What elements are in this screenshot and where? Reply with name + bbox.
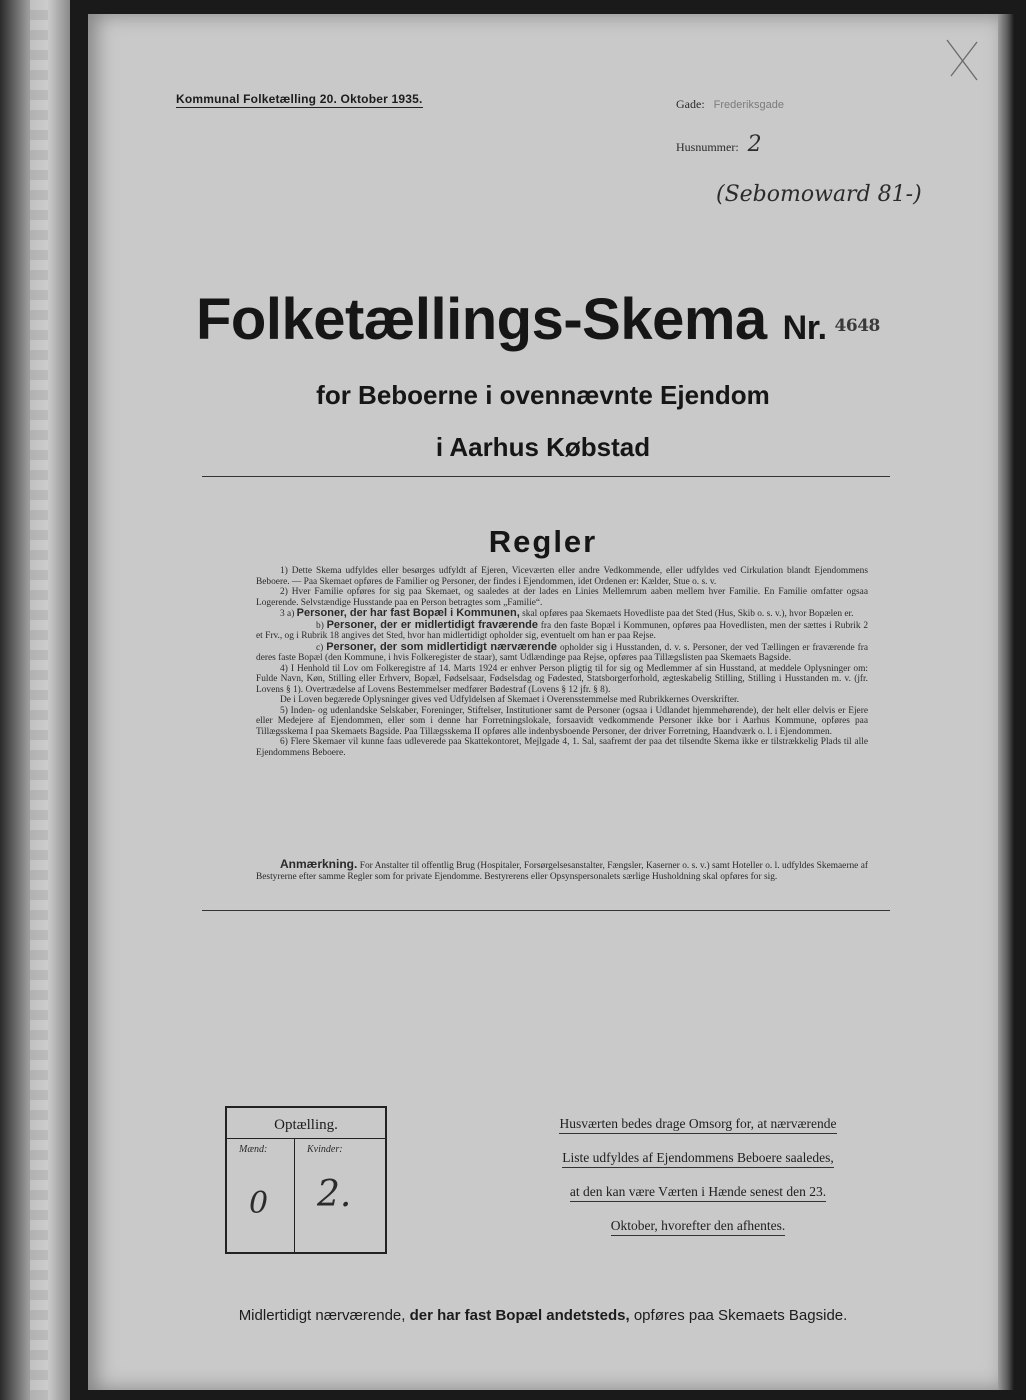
footer-note — [88, 1307, 998, 1324]
husnummer-field — [676, 132, 762, 157]
census-title: Kommunal Folketælling 20. Oktober 1935. — [176, 92, 423, 106]
rule-2: 2) Hver Familie opføres for sig paa Skemaet, og saaledes at der lades en Linies Mellemrum aaben mellem hver Familie. En Familie omfatter ogsaa Logerende. Selvstændige Husstande paa en Person betragtes som „Familie“. — [256, 587, 868, 608]
kvinder-label: Kvinder: — [307, 1144, 343, 1155]
footer-part-3: opføres paa Skemaets Bagside. — [633, 1307, 848, 1324]
notice-line-1: Husværten bedes drage Omsorg for, at nærværende — [528, 1110, 868, 1144]
rules-text — [256, 566, 868, 758]
divider-top — [202, 476, 890, 477]
anmaerkning-label: Anmærkning. — [280, 857, 358, 871]
anmaerkning-text: For Anstalter til offentlig Brug (Hospitaler, Forsørgelsesanstalter, Fængsler, Kaserner o. s. v.) samt Hoteller o. l. udfyldes Skemaerne af Bestyrerne efter samme Regler som for private Ejendomme. Bestyrerens eller Opsynspersonalets særlige Husholdning skal opføres for sig. — [256, 861, 869, 882]
rule-4: 4) I Henhold til Lov om Folkeregistre af 14. Marts 1924 er enhver Person pligtig til for sig og Medlemmer af sin Husstand, at meddele Oplysninger om: Fulde Navn, Køn, Stilling eller Erhverv, Bopæl, Fødselsaar, Fødselsdag og Fødested, Statsborgerforhold, ægteskabelig Stilling, Stilling i Husstanden m. v. (jfr. Lovens § 1). Overtrædelse af Lovens Bestemmelser medfører Bødestraf (Lovens § 12 jfr. § 8). — [256, 663, 868, 695]
kvinder-value: 2. — [317, 1174, 352, 1215]
pencil-cross-mark — [943, 36, 983, 86]
notice-line-3: at den kan være Værten i Hænde senest den 23. — [528, 1178, 868, 1212]
optaelling-divider — [294, 1138, 295, 1252]
maend-label: Mænd: — [239, 1144, 268, 1155]
rule-4b: De i Loven begærede Oplysninger gives ved Udfyldelsen af Skemaet i Overensstemmelse med Rubrikkernes Overskrifter. — [280, 695, 739, 705]
page-edge — [998, 14, 1014, 1390]
rule-3a: 3 a) Personer, der har fast Bopæl i Kommunen, skal opføres paa Skemaets Hovedliste paa det Sted (Hus, Skib o. s. v.), hvor Bopælen er. — [280, 607, 854, 619]
census-form-page — [88, 14, 998, 1390]
optaelling-rule — [227, 1138, 385, 1139]
husnummer-label: Husnummer: — [676, 140, 739, 154]
landlord-notice — [528, 1110, 868, 1246]
regler-heading: Regler — [488, 524, 598, 559]
form-subtitle-1: for Beboerne i ovennævnte Ejendom — [316, 380, 770, 410]
rule-1: 1) Dette Skema udfyldes eller besørges udfyldt af Ejeren, Viceværten eller andre Vedkommende, eller udfyldes ved Cirkulation blandt Ejendommens Beboere. — Paa Skemaet opføres de Familier og Personer, der findes i Ejendommen, idet Ordenen er: Kælder, Stue o. s. v. — [256, 566, 868, 587]
rule-3c: c) Personer, der som midlertidigt nærværende opholder sig i Husstanden, d. v. s. Personer, der ved Tællingen er fraværende fra deres faste Bopæl (den Kommune, i hvis Folkeregister de staar), samt Udlændinge paa Rejse, opføres paa Tillægslisten paa Skemaets Bagside. — [256, 640, 869, 663]
form-main-title — [196, 286, 936, 353]
rule-3b: b) Personer, der er midlertidigt fraværende fra den faste Bopæl i Kommunen, opføres paa Hovedlisten, men der sættes i Rubrik 2 et Frv., og i Rubrik 18 angives det Sted, hvor han midlertidigt opholder sig, eventuelt om han er paa Rejse. — [256, 618, 869, 641]
optaelling-heading: Optælling. — [274, 1117, 338, 1133]
form-title-text: Folketællings-Skema — [196, 287, 767, 352]
binding-strip — [30, 0, 48, 1400]
notice-line-4: Oktober, hvorefter den afhentes. — [528, 1212, 868, 1246]
optaelling-box — [225, 1106, 387, 1254]
rule-5: 5) Inden- og udenlandske Selskaber, Foreninger, Stiftelser, Institutioner samt de Personer (ogsaa i Udlandet hjemmehørende), der helt eller delvis er Ejere eller Medejere af Ejendommen, eller som i denne har Forretningslokale, forsaavidt vedkommende Personer ikke bor i Aarhus Kommune, opføres paa Tillægsskema I paa Skemaets Bagside. Paa Tillægsskema II opføres alle indenbysboende Personer, der driver Forretning, Haandværk o. l. i Ejendommen. — [256, 705, 868, 737]
footer-part-1: Midlertidigt nærværende, — [238, 1307, 406, 1324]
rule-6: 6) Flere Skemaer vil kunne faas udleverede paa Skattekontoret, Mejlgade 4, 1. Sal, saafremt der paa det tilsendte Skema ikke er tilstrækkelig Plads til alle Ejendommens Beboere. — [256, 737, 868, 758]
gade-label: Gade: — [676, 97, 705, 111]
husnummer-value: 2 — [747, 132, 762, 157]
maend-value: 0 — [249, 1186, 269, 1221]
gade-field — [676, 97, 784, 112]
form-nr-label: Nr. — [782, 309, 827, 347]
divider-bottom — [202, 910, 890, 911]
gade-value: Frederiksgade — [713, 99, 784, 111]
notice-line-2: Liste udfyldes af Ejendommens Beboere saaledes, — [528, 1144, 868, 1178]
form-subtitle-2: i Aarhus Købstad — [435, 432, 651, 462]
book-binding — [0, 0, 70, 1400]
handwritten-address: (Sebomoward 81-) — [716, 182, 922, 207]
anmaerkning — [256, 859, 868, 883]
footer-part-2: der har fast Bopæl andetsteds, — [409, 1307, 630, 1324]
form-nr-value: 4648 — [834, 316, 880, 336]
